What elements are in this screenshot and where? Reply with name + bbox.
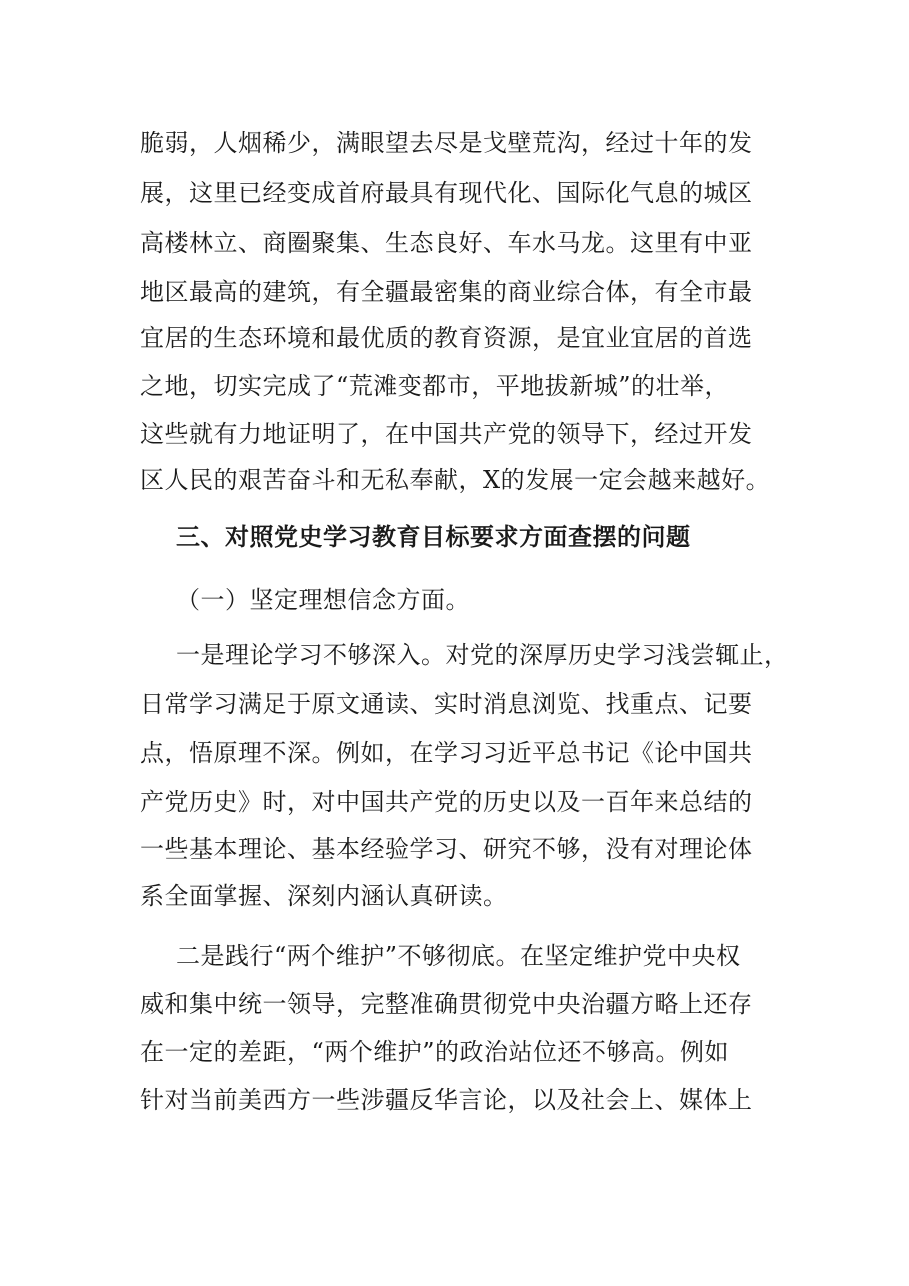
paragraph-line: 区人民的艰苦奋斗和无私奉献，X的发展一定会越来越好。 [140,466,771,494]
paragraph-line: 宜居的生态环境和最优质的教育资源，是宜业宜居的首选 [140,324,753,352]
paragraph-line: 脆弱，人烟稀少，满眼望去尽是戈壁荒沟，经过十年的发 [140,129,753,157]
paragraph-line: 产党历史》时，对中国共产党的历史以及一百年来总结的 [140,788,753,816]
subheading: （一）坚定理想信念方面。 [176,586,470,614]
paragraph-line: 一是理论学习不够深入。对党的深厚历史学习浅尝辄止， [176,641,789,669]
paragraph-line: 这些就有力地证明了，在中国共产党的领导下，经过开发 [140,420,753,448]
paragraph-line: 点，悟原理不深。例如，在学习习近平总书记《论中国共 [140,739,753,767]
paragraph-line: 二是践行“两个维护”不够彻底。在坚定维护党中央权 [176,942,741,970]
paragraph-line: 威和集中统一领导，完整准确贯彻党中央治疆方略上还存 [140,990,753,1018]
section-heading: 三、对照党史学习教育目标要求方面查摆的问题 [176,523,691,551]
paragraph-line: 之地，切实完成了“荒滩变都市，平地拔新城”的壮举， [140,372,730,400]
paragraph-line: 日常学习满足于原文通读、实时消息浏览、找重点、记要 [140,690,753,718]
paragraph-line: 地区最高的建筑，有全疆最密集的商业综合体，有全市最 [140,278,753,306]
paragraph-line: 系全面掌握、深刻内涵认真研读。 [140,882,508,910]
paragraph-line: 在一定的差距，“两个维护”的政治站位还不够高。例如 [140,1038,730,1066]
paragraph-line: 高楼林立、商圈聚集、生态良好、车水马龙。这里有中亚 [140,229,753,257]
paragraph-line: 一些基本理论、基本经验学习、研究不够，没有对理论体 [140,835,753,863]
paragraph-line: 针对当前美西方一些涉疆反华言论，以及社会上、媒体上 [140,1086,753,1114]
paragraph-line: 展，这里已经变成首府最具有现代化、国际化气息的城区 [140,179,753,207]
